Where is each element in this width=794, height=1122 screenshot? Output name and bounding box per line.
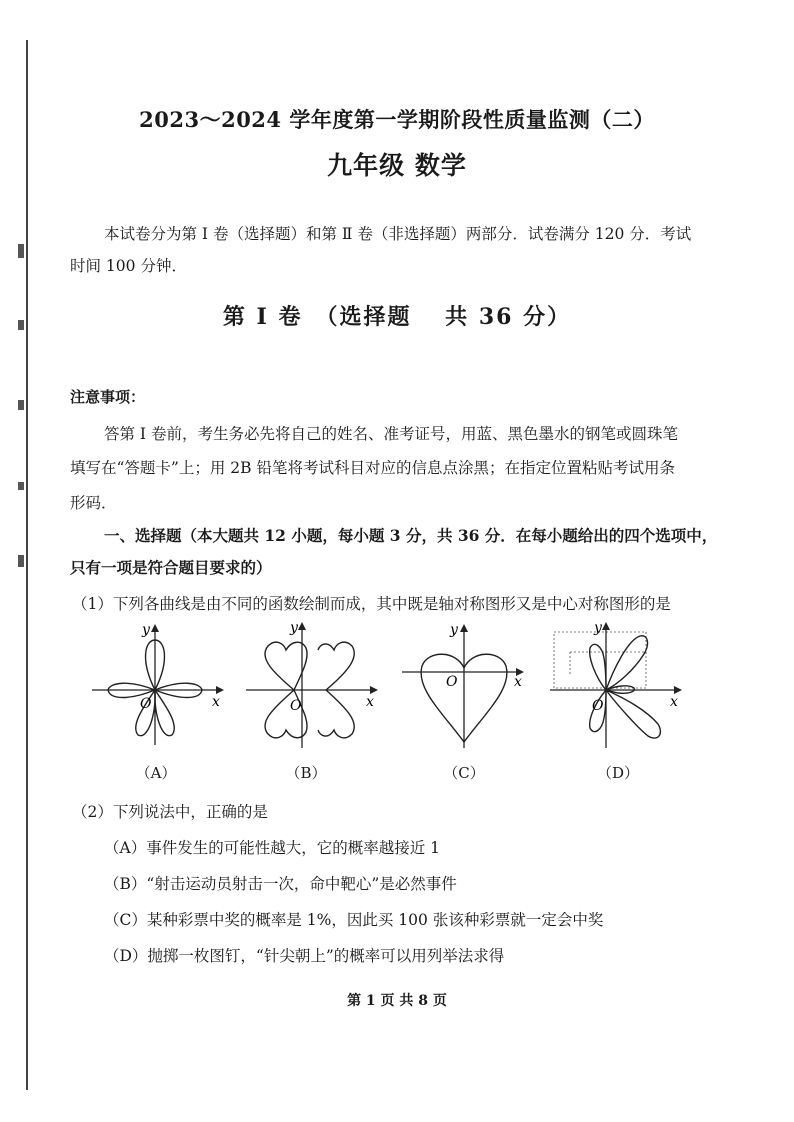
x-arrow-icon <box>370 686 378 694</box>
petal-curve <box>590 636 661 738</box>
notice-line-3: 形码． <box>70 494 117 512</box>
x-axis-label: x <box>212 694 220 710</box>
figure-b-label: （B） <box>285 764 327 782</box>
binding-mark <box>18 555 24 567</box>
origin-label: O <box>592 698 604 714</box>
figure-a-label: （A） <box>135 764 177 782</box>
notice-line-1: 答第 I 卷前，考生务必先将自己的姓名、准考证号，用蓝、黑色墨水的钢笔或圆珠笔 <box>104 425 678 443</box>
intro-line-2: 时间 100 分钟． <box>70 257 187 275</box>
question-2-option-b: （B）“射击运动员射击一次，命中靶心”是必然事件 <box>104 875 457 893</box>
exam-title: 2023～2024 学年度第一学期阶段性质量监测（二） <box>139 107 655 132</box>
section-1-heading-cont: 只有一项是符合题目要求的） <box>70 558 272 577</box>
section-1-heading: 一、选择题（本大题共 12 小题，每小题 3 分，共 36 分．在每小题给出的四个选项中， <box>104 526 718 545</box>
x-axis-label: x <box>514 674 522 690</box>
grid-box <box>554 632 646 688</box>
origin-label: O <box>290 698 302 714</box>
y-arrow-icon <box>298 622 306 630</box>
question-2-stem: （2）下列说法中，正确的是 <box>72 803 268 821</box>
y-axis-label: y <box>142 622 150 638</box>
x-axis-label: x <box>670 694 678 710</box>
question-1-stem: （1）下列各曲线是由不同的函数绘制而成，其中既是轴对称图形又是中心对称图形的是 <box>72 595 671 613</box>
x-arrow-icon <box>674 686 682 694</box>
figure-d-label: （D） <box>596 764 640 782</box>
binding-mark <box>18 244 24 258</box>
figure-b-graph <box>244 618 384 753</box>
x-arrow-icon <box>216 686 224 694</box>
notice-heading: 注意事项： <box>70 388 146 406</box>
y-axis-label: y <box>450 622 458 638</box>
binding-mark <box>18 400 24 410</box>
y-axis-label: y <box>290 620 298 636</box>
exam-subject: 九年级 数学 <box>327 151 467 180</box>
page-footer: 第 1 页 共 8 页 <box>347 993 447 1009</box>
origin-label: O <box>140 696 152 712</box>
question-2-option-a: （A）事件发生的可能性越大，它的概率越接近 1 <box>104 839 440 857</box>
y-arrow-icon <box>151 624 159 632</box>
figure-c-label: （C） <box>443 764 485 782</box>
question-2-option-c: （C）某种彩票中奖的概率是 1%，因此买 100 张该种彩票就一定会中奖 <box>104 911 604 929</box>
origin-label: O <box>446 674 458 690</box>
figure-c-graph <box>400 620 530 750</box>
y-axis-label: y <box>594 620 602 636</box>
x-axis-label: x <box>366 694 374 710</box>
figure-a-graph <box>90 620 230 750</box>
binding-mark <box>18 482 24 490</box>
question-2-option-d: （D）抛掷一枚图钉，“针尖朝上”的概率可以用列举法求得 <box>104 947 505 965</box>
y-arrow-icon <box>460 624 468 632</box>
y-arrow-icon <box>602 622 610 630</box>
binding-line <box>26 40 28 1090</box>
figure-d-graph <box>548 618 688 753</box>
notice-line-2: 填写在“答题卡”上；用 2B 铅笔将考试科目对应的信息点涂黑；在指定位置粘贴考试用条 <box>70 459 675 477</box>
intro-line-1: 本试卷分为第 I 卷（选择题）和第 Ⅱ 卷（非选择题）两部分．试卷满分 120 分．考试 <box>104 225 692 243</box>
part-1-title: 第 I 卷 （选择题 共 36 分） <box>222 304 572 330</box>
